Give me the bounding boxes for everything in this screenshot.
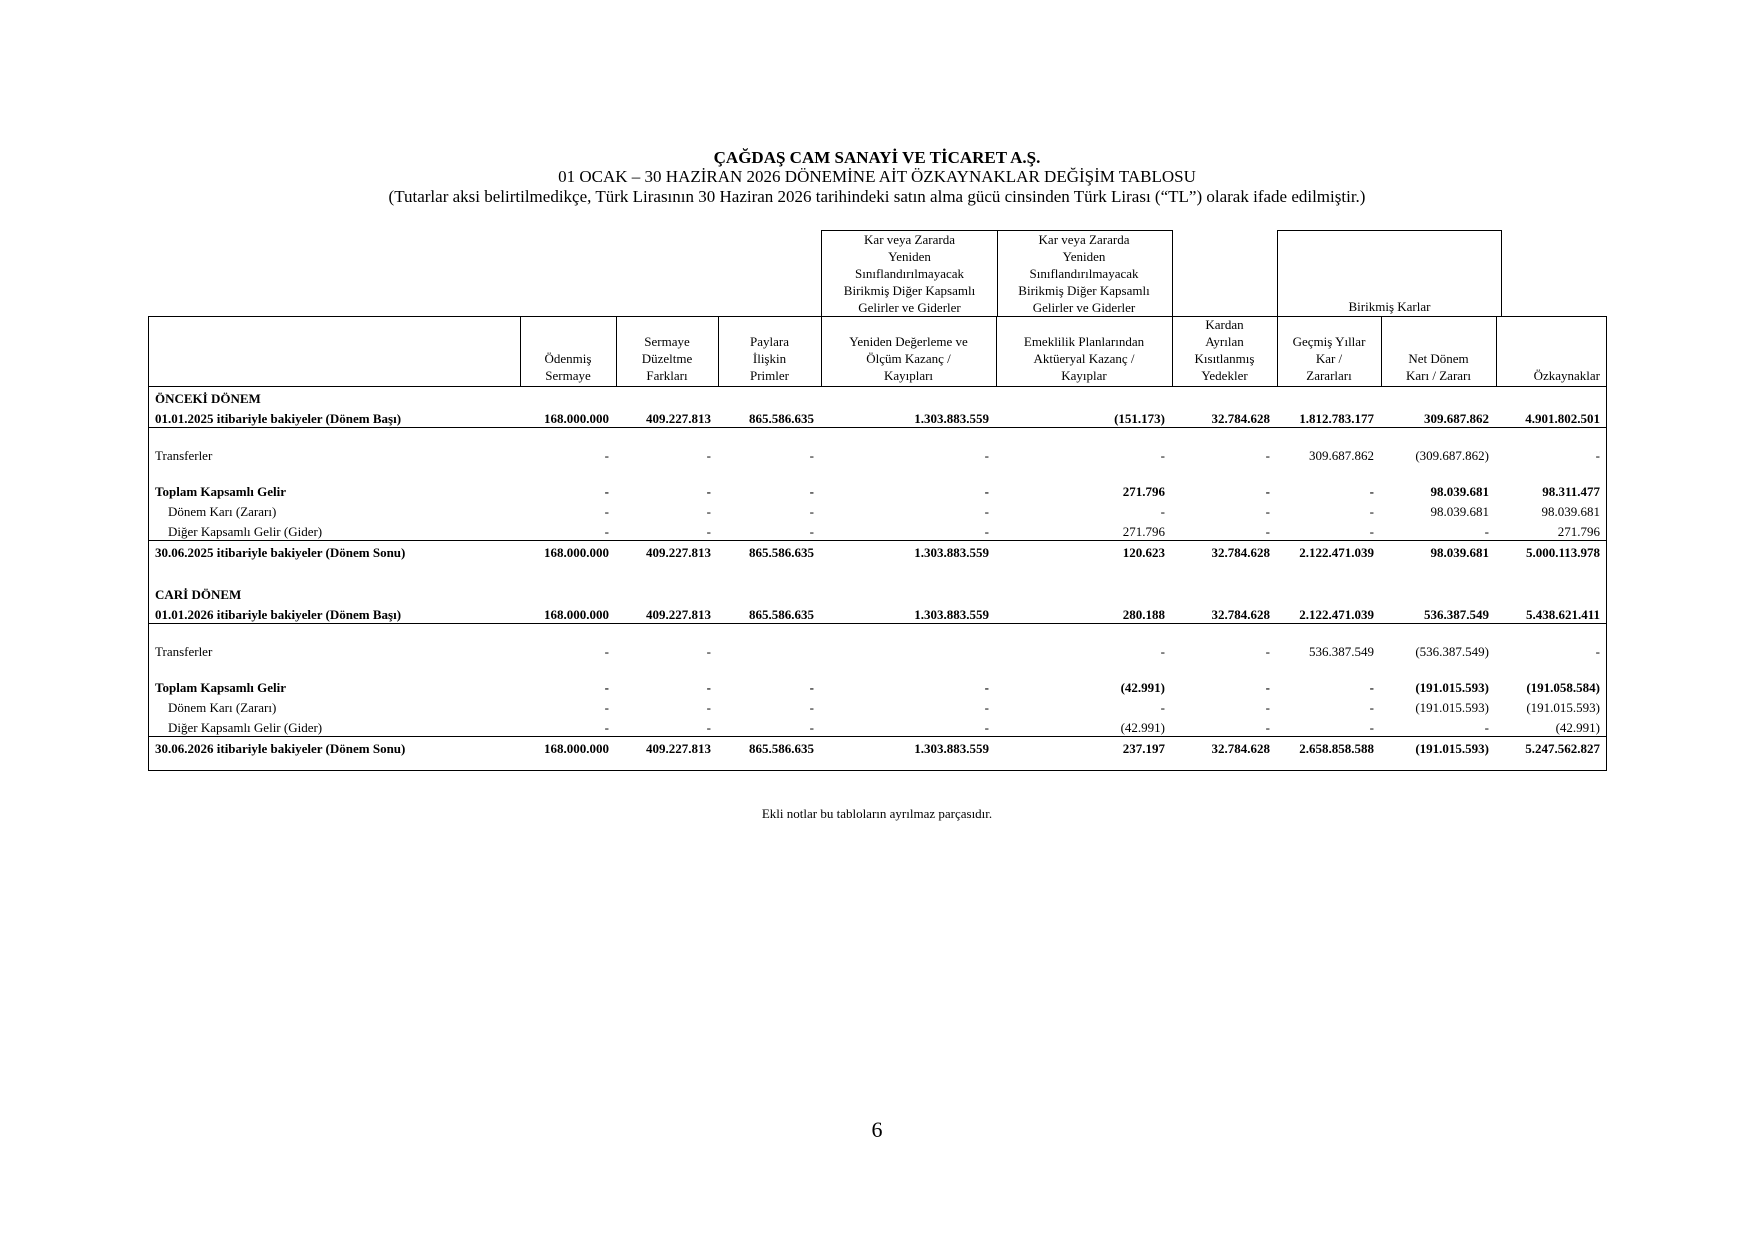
cell-value [821,583,996,603]
cell-value [1496,624,1607,641]
cell-value: 4.901.802.501 [1496,407,1607,428]
cell-value [996,561,1172,583]
section-title-row [148,387,1607,408]
row-label: ÖNCEKİ DÖNEM [155,391,261,406]
cell-value [1381,583,1496,603]
cell-value [1496,583,1607,603]
cell-value: 5.000.113.978 [1525,545,1600,560]
row-label: 30.06.2026 itibariyle bakiyeler (Dönem Sonu) [155,741,406,756]
cell-value [718,387,821,408]
cell-value: 168.000.000 [544,741,609,756]
cell-value: (191.015.593) [1415,700,1489,715]
cell-value [1172,387,1277,408]
cell-value [1381,428,1496,445]
col-header-equity: Özkaynaklar [1496,316,1607,387]
period-profit-row [148,500,1607,520]
cell-value [1172,660,1277,676]
cell-value: 536.387.549 [1381,603,1496,624]
col-header-net-profit: Net Dönem Karı / Zararı [1381,316,1496,387]
cell-value [996,583,1172,603]
cell-value [1172,561,1277,583]
cell-value: - [616,520,718,541]
cell-value: - [1381,716,1496,737]
cell-value: - [604,644,609,659]
cell-value: (191.015.593) [1415,741,1489,756]
spacer-row [148,660,1607,676]
cell-value: 32.784.628 [1211,545,1270,560]
row-label [148,660,520,676]
cell-value: - [1160,700,1165,715]
cell-value [821,624,996,641]
cell-value: 271.796 [1496,520,1607,541]
cell-value [718,624,821,641]
cell-value: 309.687.862 [1381,407,1496,428]
cell-value: 2.658.858.588 [1299,741,1374,756]
cell-value: 409.227.813 [646,545,711,560]
cell-value [1277,428,1381,445]
cell-value: - [1160,504,1165,519]
cell-value [1277,624,1381,641]
closing-balance-row [148,737,1607,758]
row-label: Transferler [155,644,213,659]
cell-value [718,583,821,603]
cell-value [1277,583,1381,603]
cell-value: 309.687.862 [1309,448,1374,463]
cell-value: - [604,484,609,499]
cell-value [1277,387,1381,408]
cell-value [1381,387,1496,408]
cell-value: 865.586.635 [718,407,821,428]
cell-value [520,428,616,445]
cell-value: - [984,680,989,695]
cell-value: - [706,448,711,463]
cell-value: 98.039.681 [1430,545,1489,560]
cell-value: - [821,716,996,737]
cell-value [718,561,821,583]
cell-value: - [604,700,609,715]
transfers-row [148,444,1607,464]
cell-value [1496,561,1607,583]
row-label: Toplam Kapsamlı Gelir [155,680,286,695]
section-title-row [148,583,1607,603]
cell-value: - [1265,504,1270,519]
cell-value: - [821,520,996,541]
cell-value: 32.784.628 [1211,741,1270,756]
col-header-prior-years: Geçmiş Yıllar Kar / Zararları [1277,316,1381,387]
cell-value: - [604,448,609,463]
cell-value: - [809,680,814,695]
spacer-row [148,464,1607,480]
cell-value [520,561,616,583]
cell-value: 32.784.628 [1172,603,1277,624]
cell-value: 98.311.477 [1542,484,1600,499]
cell-value: - [1265,448,1270,463]
footer-note: Ekli notlar bu tabloların ayrılmaz parçasıdır. [761,806,993,821]
cell-value [821,561,996,583]
cell-value [718,660,821,676]
row-label: Diğer Kapsamlı Gelir (Gider) [148,520,520,541]
row-label: Diğer Kapsamlı Gelir (Gider) [148,716,520,737]
row-label: Dönem Karı (Zararı) [168,504,277,519]
cell-value [1496,464,1607,480]
period-profit-row [148,696,1607,716]
cell-value: - [1595,448,1600,463]
cell-value: 98.039.681 [1541,504,1600,519]
cell-value: - [706,700,711,715]
cell-value: 280.188 [996,603,1172,624]
cell-value [821,464,996,480]
cell-value: - [520,716,616,737]
cell-value [1172,428,1277,445]
cell-value [1496,428,1607,445]
cell-value: - [1172,520,1277,541]
other-comprehensive-income-row [148,520,1607,541]
cell-value [616,583,718,603]
cell-value: - [809,484,814,499]
cell-value: 1.303.883.559 [914,545,989,560]
row-label [148,428,520,445]
cell-value [520,660,616,676]
spacer-row [148,624,1607,641]
cell-value [616,464,718,480]
row-label: 01.01.2025 itibariyle bakiyeler (Dönem Başı) [148,407,520,428]
column-header-row [148,316,1607,387]
cell-value [996,624,1172,641]
cell-value: - [706,644,711,659]
cell-value: - [809,700,814,715]
cell-value: - [1381,520,1496,541]
cell-value: - [1369,484,1374,499]
cell-value: - [809,448,814,463]
cell-value: 1.303.883.559 [821,603,996,624]
cell-value: - [1369,680,1374,695]
cell-value [1172,464,1277,480]
cell-value [821,387,996,408]
cell-value [821,428,996,445]
row-label [148,561,520,583]
cell-value: (309.687.862) [1415,448,1489,463]
other-comprehensive-income-row [148,716,1607,737]
cell-value [1172,624,1277,641]
closing-balance-row [148,541,1607,562]
cell-value: (42.991) [1496,716,1607,737]
row-label: 01.01.2026 itibariyle bakiyeler (Dönem Başı) [148,603,520,624]
cell-value: - [1277,520,1381,541]
cell-value: 1.812.783.177 [1277,407,1381,428]
oci-group-header-2: Kar veya Zararda Yeniden Sınıflandırılmayacak Birikmiş Diğer Kapsamlı Gelirler ve Giderler [996,230,1173,317]
cell-value: (42.991) [996,716,1172,737]
cell-value [1277,561,1381,583]
cell-value [996,660,1172,676]
cell-value [996,428,1172,445]
cell-value [1172,583,1277,603]
cell-value [616,561,718,583]
row-label: 30.06.2025 itibariyle bakiyeler (Dönem Sonu) [155,545,406,560]
cell-value: - [984,484,989,499]
cell-value [996,387,1172,408]
cell-value: 2.122.471.039 [1299,545,1374,560]
cell-value: - [1265,700,1270,715]
col-header-capital-adjustment: Sermaye Düzeltme Farkları [616,316,718,387]
cell-value: 168.000.000 [520,407,616,428]
cell-value: - [809,504,814,519]
cell-value: - [984,448,989,463]
cell-value [718,640,821,660]
row-label [148,464,520,480]
cell-value: 865.586.635 [749,545,814,560]
cell-value [520,464,616,480]
cell-value: 409.227.813 [616,407,718,428]
col-header-revaluation: Yeniden Değerleme ve Ölçüm Kazanç / Kayıpları [821,316,996,387]
cell-value: - [1369,504,1374,519]
oci-group-header-1: Kar veya Zararda Yeniden Sınıflandırılmayacak Birikmiş Diğer Kapsamlı Gelirler ve Giderler [821,230,998,317]
cell-value [718,428,821,445]
transfers-row [148,640,1607,660]
cell-value [1381,624,1496,641]
cell-value: - [718,520,821,541]
opening-balance-row [148,407,1607,428]
cell-value: - [984,504,989,519]
spacer-row [148,428,1607,445]
cell-value [520,583,616,603]
cell-value [1381,464,1496,480]
cell-value: (191.058.584) [1526,680,1600,695]
col-header-share-premium: Paylara İlişkin Primler [718,316,821,387]
cell-value: - [1595,644,1600,659]
row-label: Toplam Kapsamlı Gelir [155,484,286,499]
cell-value: - [706,504,711,519]
cell-value: - [520,520,616,541]
cell-value [821,660,996,676]
cell-value: - [706,680,711,695]
col-header-actuarial: Emeklilik Planlarından Aktüeryal Kazanç / Kayıplar [996,316,1172,387]
cell-value: - [616,716,718,737]
cell-value: 1.303.883.559 [821,407,996,428]
cell-value: - [604,680,609,695]
cell-value: 409.227.813 [616,603,718,624]
cell-value [1496,660,1607,676]
cell-value [616,387,718,408]
row-label [148,624,520,641]
cell-value [996,464,1172,480]
row-label: CARİ DÖNEM [155,587,242,602]
cell-value: - [1172,716,1277,737]
cell-value: 271.796 [996,520,1172,541]
cell-value [1496,387,1607,408]
cell-value: - [984,700,989,715]
cell-value: 98.039.681 [1430,504,1489,519]
cell-value: 5.247.562.827 [1525,741,1600,756]
statement-title: 01 OCAK – 30 HAZİRAN 2026 DÖNEMİNE AİT ÖZKAYNAKLAR DEĞİŞİM TABLOSU [558,167,1196,186]
cell-value: - [604,504,609,519]
equity-changes-table [148,316,1607,757]
cell-value: (191.015.593) [1526,700,1600,715]
cell-value: 865.586.635 [718,603,821,624]
cell-value [520,387,616,408]
opening-balance-row [148,603,1607,624]
cell-value: 98.039.681 [1430,484,1489,499]
col-header-paid-capital: Ödenmiş Sermaye [520,316,616,387]
cell-value: - [1265,680,1270,695]
cell-value: - [1160,448,1165,463]
cell-value: (151.173) [996,407,1172,428]
total-comprehensive-income-row [148,480,1607,500]
page-number: 6 [871,1117,883,1142]
cell-value: 271.796 [1122,484,1165,499]
cell-value: - [1265,644,1270,659]
row-label: Transferler [155,448,213,463]
cell-value: 2.122.471.039 [1277,603,1381,624]
cell-value: 237.197 [1122,741,1165,756]
cell-value: (191.015.593) [1415,680,1489,695]
cell-value: 1.303.883.559 [914,741,989,756]
cell-value: - [1277,716,1381,737]
cell-value [821,640,996,660]
cell-value: - [1265,484,1270,499]
total-comprehensive-income-row [148,676,1607,696]
company-name: ÇAĞDAŞ CAM SANAYİ VE TİCARET A.Ş. [713,148,1041,167]
cell-value: - [706,484,711,499]
cell-value: 168.000.000 [544,545,609,560]
cell-value: 409.227.813 [646,741,711,756]
label-column-header [148,316,520,387]
cell-value: 5.438.621.411 [1496,603,1607,624]
cell-value: - [1160,644,1165,659]
cell-value: - [1369,700,1374,715]
cell-value [1381,660,1496,676]
spacer-row [148,561,1607,583]
cell-value [1277,464,1381,480]
row-label: Dönem Karı (Zararı) [168,700,277,715]
col-header-restricted-reserves: Kardan Ayrılan Kısıtlanmış Yedekler [1172,316,1277,387]
cell-value: 536.387.549 [1309,644,1374,659]
cell-value [718,464,821,480]
cell-value [616,624,718,641]
cell-value: 32.784.628 [1172,407,1277,428]
document-header [0,148,1754,207]
cell-value [616,660,718,676]
statement-subtitle: (Tutarlar aksi belirtilmedikçe, Türk Lirasının 30 Haziran 2026 tarihindeki satın alma gücü cinsinden Türk Lirası (“TL”) olarak ifade edilmiştir.) [388,187,1366,206]
cell-value [1277,660,1381,676]
cell-value: 865.586.635 [749,741,814,756]
cell-value: (536.387.549) [1415,644,1489,659]
cell-value: (42.991) [1120,680,1165,695]
cell-value [616,428,718,445]
cell-value: 120.623 [1122,545,1165,560]
retained-earnings-group-header: Birikmiş Karlar [1277,230,1502,317]
cell-value: 168.000.000 [520,603,616,624]
cell-value [520,624,616,641]
cell-value [1381,561,1496,583]
cell-value: - [718,716,821,737]
